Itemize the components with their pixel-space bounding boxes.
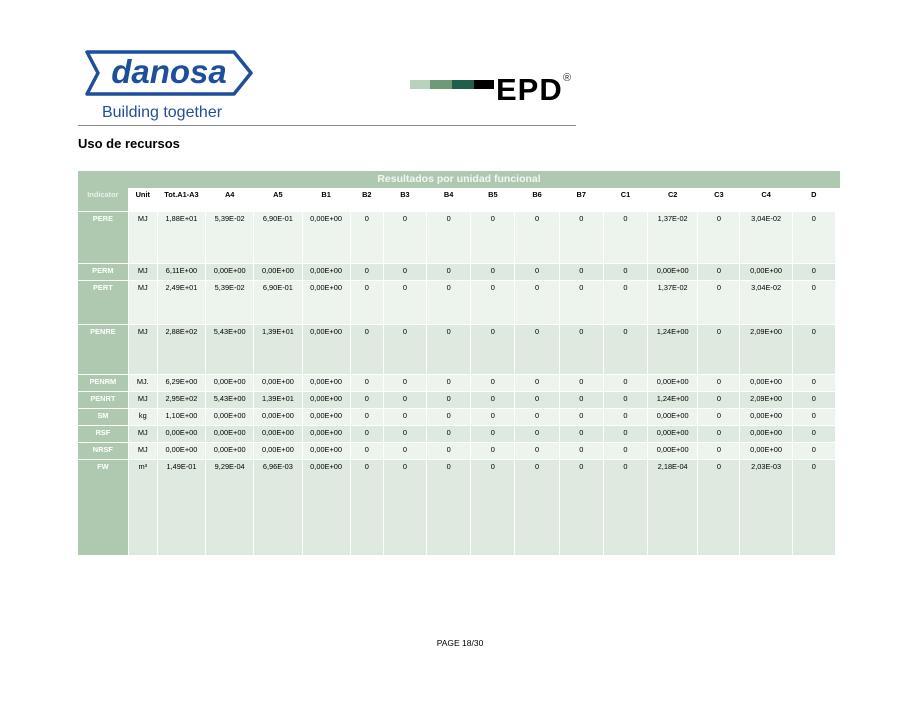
value-cell: 0 bbox=[603, 426, 647, 443]
value-cell: 0 bbox=[559, 281, 603, 325]
value-cell: 0 bbox=[350, 264, 383, 281]
value-cell: 0 bbox=[515, 460, 559, 556]
indicator-cell: FW bbox=[78, 460, 128, 556]
column-header: C2 bbox=[648, 188, 698, 212]
value-cell: 0 bbox=[471, 443, 515, 460]
indicator-cell: SM bbox=[78, 409, 128, 426]
value-cell: 0 bbox=[427, 281, 471, 325]
value-cell: 0 bbox=[471, 426, 515, 443]
value-cell: 0,00E+00 bbox=[206, 409, 254, 426]
epd-logo bbox=[410, 72, 580, 108]
value-cell: 2,88E+02 bbox=[157, 325, 205, 375]
value-cell: 5,43E+00 bbox=[206, 392, 254, 409]
value-cell: 6,90E-01 bbox=[254, 281, 302, 325]
value-cell: 0 bbox=[792, 409, 835, 426]
value-cell: 0,00E+00 bbox=[302, 426, 350, 443]
value-cell: 2,95E+02 bbox=[157, 392, 205, 409]
indicator-cell: PERM bbox=[78, 264, 128, 281]
value-cell: 5,39E-02 bbox=[206, 281, 254, 325]
value-cell: 0 bbox=[350, 281, 383, 325]
column-header: C3 bbox=[698, 188, 740, 212]
value-cell: 0,00E+00 bbox=[302, 281, 350, 325]
value-cell: 0 bbox=[383, 264, 426, 281]
value-cell: 3,04E-02 bbox=[740, 212, 792, 264]
value-cell: 0 bbox=[471, 392, 515, 409]
value-cell: 0,00E+00 bbox=[302, 409, 350, 426]
value-cell: 1,49E-01 bbox=[157, 460, 205, 556]
value-cell: 0,00E+00 bbox=[206, 264, 254, 281]
value-cell: 0 bbox=[792, 212, 835, 264]
value-cell: 0 bbox=[427, 460, 471, 556]
value-cell: 0,00E+00 bbox=[254, 409, 302, 426]
value-cell: 2,09E+00 bbox=[740, 325, 792, 375]
value-cell: 0 bbox=[427, 426, 471, 443]
value-cell: 0 bbox=[792, 264, 835, 281]
value-cell: 0 bbox=[603, 264, 647, 281]
value-cell: 0 bbox=[603, 460, 647, 556]
indicator-cell: PENRM bbox=[78, 375, 128, 392]
value-cell: 0 bbox=[792, 325, 835, 375]
value-cell: 1,88E+01 bbox=[157, 212, 205, 264]
value-cell: 0 bbox=[427, 409, 471, 426]
value-cell: 3,04E-02 bbox=[740, 281, 792, 325]
indicator-cell: PERT bbox=[78, 281, 128, 325]
value-cell: 0 bbox=[792, 375, 835, 392]
value-cell: 0,00E+00 bbox=[157, 443, 205, 460]
column-header: B5 bbox=[471, 188, 515, 212]
value-cell: 0,00E+00 bbox=[740, 426, 792, 443]
value-cell: 0 bbox=[383, 375, 426, 392]
resources-table bbox=[78, 188, 836, 556]
table-header-row bbox=[78, 188, 836, 212]
indicator-cell: PENRT bbox=[78, 392, 128, 409]
value-cell: 0 bbox=[698, 325, 740, 375]
value-cell: 0 bbox=[792, 443, 835, 460]
unit-cell: MJ bbox=[128, 426, 157, 443]
brand-tagline: Building together bbox=[101, 104, 223, 121]
value-cell: 0,00E+00 bbox=[648, 426, 698, 443]
value-cell: 6,11E+00 bbox=[157, 264, 205, 281]
value-cell: 0 bbox=[603, 325, 647, 375]
value-cell: 0 bbox=[515, 392, 559, 409]
table-row bbox=[78, 375, 836, 392]
table-row bbox=[78, 460, 836, 556]
value-cell: 9,29E-04 bbox=[206, 460, 254, 556]
value-cell: 6,96E-03 bbox=[254, 460, 302, 556]
table-row bbox=[78, 443, 836, 460]
value-cell: 0 bbox=[383, 426, 426, 443]
brand-name: danosa bbox=[111, 53, 227, 90]
value-cell: 6,29E+00 bbox=[157, 375, 205, 392]
value-cell: 0,00E+00 bbox=[740, 375, 792, 392]
value-cell: 0,00E+00 bbox=[206, 426, 254, 443]
value-cell: 0 bbox=[515, 325, 559, 375]
value-cell: 0 bbox=[559, 409, 603, 426]
value-cell: 0 bbox=[350, 375, 383, 392]
value-cell: 0 bbox=[515, 212, 559, 264]
column-header: C1 bbox=[603, 188, 647, 212]
value-cell: 0 bbox=[350, 325, 383, 375]
value-cell: 1,39E+01 bbox=[254, 325, 302, 375]
table-banner: Resultados por unidad funcional bbox=[78, 171, 840, 188]
value-cell: 0 bbox=[698, 212, 740, 264]
value-cell: 1,39E+01 bbox=[254, 392, 302, 409]
value-cell: 0,00E+00 bbox=[302, 375, 350, 392]
value-cell: 0 bbox=[603, 375, 647, 392]
value-cell: 5,39E-02 bbox=[206, 212, 254, 264]
value-cell: 0 bbox=[515, 375, 559, 392]
unit-cell: MJ bbox=[128, 325, 157, 375]
section-title: Uso de recursos bbox=[78, 136, 180, 151]
value-cell: 0 bbox=[383, 212, 426, 264]
unit-cell: MJ bbox=[128, 443, 157, 460]
value-cell: 0 bbox=[427, 325, 471, 375]
table-row bbox=[78, 392, 836, 409]
value-cell: 0 bbox=[427, 443, 471, 460]
column-header: A4 bbox=[206, 188, 254, 212]
value-cell: 0 bbox=[515, 443, 559, 460]
value-cell: 0 bbox=[383, 443, 426, 460]
value-cell: 0 bbox=[603, 409, 647, 426]
epd-label: EPD bbox=[496, 72, 563, 107]
value-cell: 0 bbox=[603, 392, 647, 409]
value-cell: 0 bbox=[515, 426, 559, 443]
value-cell: 0 bbox=[698, 443, 740, 460]
unit-cell: MJ bbox=[128, 281, 157, 325]
value-cell: 0 bbox=[471, 325, 515, 375]
value-cell: 0 bbox=[559, 375, 603, 392]
value-cell: 0 bbox=[350, 426, 383, 443]
value-cell: 0,00E+00 bbox=[206, 443, 254, 460]
value-cell: 0,00E+00 bbox=[302, 460, 350, 556]
value-cell: 0,00E+00 bbox=[740, 409, 792, 426]
table-row bbox=[78, 281, 836, 325]
unit-cell: MJ bbox=[128, 212, 157, 264]
table-row bbox=[78, 325, 836, 375]
value-cell: 0 bbox=[350, 212, 383, 264]
value-cell: 6,90E-01 bbox=[254, 212, 302, 264]
value-cell: 0 bbox=[559, 325, 603, 375]
indicator-cell: PENRE bbox=[78, 325, 128, 375]
value-cell: 0 bbox=[698, 281, 740, 325]
value-cell: 0,00E+00 bbox=[254, 264, 302, 281]
indicator-cell: RSF bbox=[78, 426, 128, 443]
value-cell: 0 bbox=[698, 409, 740, 426]
column-header: B4 bbox=[427, 188, 471, 212]
unit-cell: m³ bbox=[128, 460, 157, 556]
column-header: Unit bbox=[128, 188, 157, 212]
value-cell: 0 bbox=[427, 392, 471, 409]
value-cell: 2,49E+01 bbox=[157, 281, 205, 325]
danosa-logo bbox=[84, 50, 256, 124]
value-cell: 0 bbox=[350, 443, 383, 460]
value-cell: 0 bbox=[559, 392, 603, 409]
value-cell: 2,03E-03 bbox=[740, 460, 792, 556]
page-number: PAGE 18/30 bbox=[436, 638, 484, 648]
value-cell: 0 bbox=[515, 281, 559, 325]
value-cell: 2,09E+00 bbox=[740, 392, 792, 409]
value-cell: 0 bbox=[698, 426, 740, 443]
column-header: B7 bbox=[559, 188, 603, 212]
value-cell: 0,00E+00 bbox=[302, 443, 350, 460]
value-cell: 0 bbox=[471, 212, 515, 264]
value-cell: 0 bbox=[792, 460, 835, 556]
value-cell: 0 bbox=[698, 264, 740, 281]
value-cell: 0 bbox=[698, 375, 740, 392]
value-cell: 0 bbox=[559, 212, 603, 264]
value-cell: 1,24E+00 bbox=[648, 325, 698, 375]
value-cell: 0 bbox=[471, 409, 515, 426]
column-header: A5 bbox=[254, 188, 302, 212]
value-cell: 0 bbox=[383, 392, 426, 409]
value-cell: 0,00E+00 bbox=[254, 375, 302, 392]
value-cell: 0,00E+00 bbox=[302, 264, 350, 281]
value-cell: 0 bbox=[559, 264, 603, 281]
value-cell: 0 bbox=[698, 460, 740, 556]
value-cell: 0 bbox=[427, 264, 471, 281]
value-cell: 0 bbox=[792, 426, 835, 443]
value-cell: 0 bbox=[515, 409, 559, 426]
value-cell: 0 bbox=[792, 281, 835, 325]
column-header: D bbox=[792, 188, 835, 212]
unit-cell: MJ bbox=[128, 264, 157, 281]
value-cell: 5,43E+00 bbox=[206, 325, 254, 375]
column-header: B3 bbox=[383, 188, 426, 212]
value-cell: 0 bbox=[383, 409, 426, 426]
value-cell: 0,00E+00 bbox=[302, 325, 350, 375]
value-cell: 0,00E+00 bbox=[254, 426, 302, 443]
column-header: B6 bbox=[515, 188, 559, 212]
value-cell: 1,10E+00 bbox=[157, 409, 205, 426]
value-cell: 0 bbox=[559, 426, 603, 443]
value-cell: 0,00E+00 bbox=[648, 443, 698, 460]
value-cell: 0 bbox=[350, 460, 383, 556]
value-cell: 0 bbox=[698, 392, 740, 409]
column-header: Tot.A1-A3 bbox=[157, 188, 205, 212]
value-cell: 0 bbox=[603, 212, 647, 264]
table-row bbox=[78, 212, 836, 264]
column-header: B2 bbox=[350, 188, 383, 212]
unit-cell: MJ bbox=[128, 392, 157, 409]
value-cell: 0 bbox=[559, 443, 603, 460]
value-cell: 1,37E-02 bbox=[648, 212, 698, 264]
value-cell: 0,00E+00 bbox=[254, 443, 302, 460]
registered-mark: ® bbox=[563, 72, 572, 84]
header-divider bbox=[78, 125, 576, 126]
value-cell: 0 bbox=[603, 281, 647, 325]
value-cell: 2,18E-04 bbox=[648, 460, 698, 556]
column-header: B1 bbox=[302, 188, 350, 212]
table-row bbox=[78, 264, 836, 281]
value-cell: 0 bbox=[383, 325, 426, 375]
unit-cell: kg bbox=[128, 409, 157, 426]
value-cell: 0,00E+00 bbox=[648, 409, 698, 426]
value-cell: 1,24E+00 bbox=[648, 392, 698, 409]
table-row bbox=[78, 426, 836, 443]
table-row bbox=[78, 409, 836, 426]
value-cell: 0,00E+00 bbox=[157, 426, 205, 443]
value-cell: 0 bbox=[603, 443, 647, 460]
column-header: Indicator bbox=[78, 188, 128, 212]
value-cell: 0,00E+00 bbox=[302, 392, 350, 409]
value-cell: 0 bbox=[427, 375, 471, 392]
value-cell: 1,37E-02 bbox=[648, 281, 698, 325]
value-cell: 0 bbox=[515, 264, 559, 281]
value-cell: 0 bbox=[471, 281, 515, 325]
value-cell: 0 bbox=[350, 409, 383, 426]
value-cell: 0 bbox=[383, 281, 426, 325]
value-cell: 0 bbox=[471, 375, 515, 392]
value-cell: 0 bbox=[792, 392, 835, 409]
value-cell: 0 bbox=[471, 264, 515, 281]
value-cell: 0 bbox=[383, 460, 426, 556]
unit-cell: MJ. bbox=[128, 375, 157, 392]
value-cell: 0 bbox=[350, 392, 383, 409]
column-header: C4 bbox=[740, 188, 792, 212]
results-table bbox=[78, 171, 840, 556]
value-cell: 0,00E+00 bbox=[648, 375, 698, 392]
value-cell: 0,00E+00 bbox=[740, 264, 792, 281]
indicator-cell: NRSF bbox=[78, 443, 128, 460]
value-cell: 0 bbox=[427, 212, 471, 264]
value-cell: 0,00E+00 bbox=[740, 443, 792, 460]
value-cell: 0,00E+00 bbox=[302, 212, 350, 264]
value-cell: 0 bbox=[471, 460, 515, 556]
value-cell: 0,00E+00 bbox=[206, 375, 254, 392]
value-cell: 0 bbox=[559, 460, 603, 556]
value-cell: 0,00E+00 bbox=[648, 264, 698, 281]
indicator-cell: PERE bbox=[78, 212, 128, 264]
